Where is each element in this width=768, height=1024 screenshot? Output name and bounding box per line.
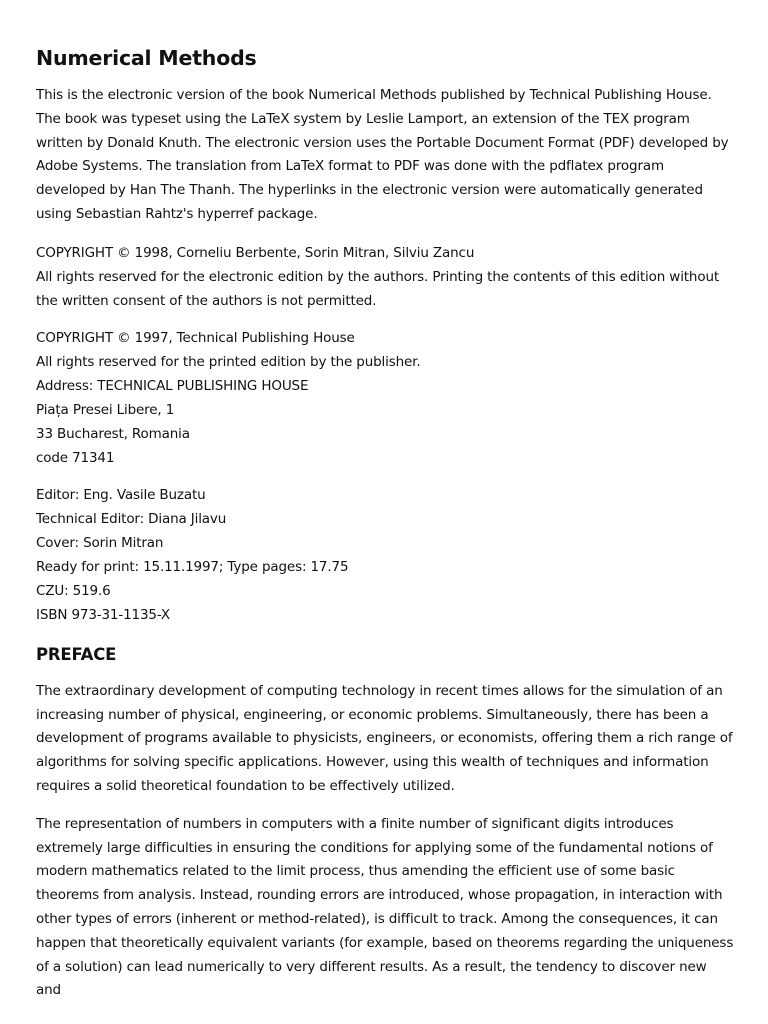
copyright-print-line: COPYRIGHT © 1997, Technical Publishing House [36, 329, 355, 346]
copyright-print-block [36, 326, 734, 470]
publisher-code-line: code 71341 [36, 449, 115, 466]
preface-heading: PREFACE [36, 644, 117, 664]
czu-line: CZU: 519.6 [36, 582, 111, 599]
technical-editor-line: Technical Editor: Diana Jilavu [36, 510, 227, 527]
editor-line: Editor: Eng. Vasile Buzatu [36, 486, 206, 503]
intro-paragraph: This is the electronic version of the book Numerical Methods published by Technical Publishing House. The book was typeset using the LaTeX system by Leslie Lamport, an extension of the TEX program written by Donald Knuth. The electronic version uses the Portable Document Format (PDF) developed by Adobe Systems. The translation from LaTeX format to PDF was done with the pdflatex program developed by Han The Thanh. The hyperlinks in the electronic version were automatically generated using Sebastian Rahtz's hyperref package. [36, 87, 729, 222]
preface-paragraph-1: The extraordinary development of computing technology in recent times allows for the simulation of an increasing number of physical, engineering, or economic problems. Simultaneously, there has been a development of programs available to physicists, engineers, or economists, offering them a rich range of algorithms for solving specific applications. However, using this wealth of techniques and information requires a solid theoretical foundation to be effectively utilized. [36, 682, 733, 794]
publisher-street-line: Piața Presei Libere, 1 [36, 401, 175, 418]
print-rights-text: All rights reserved for the printed edition by the publisher. [36, 353, 421, 370]
preface-paragraph-2: The representation of numbers in computers with a finite number of significant digits introduces extremely large difficulties in ensuring the conditions for applying some of the fundamental notions of modern mathematics related to the limit process, thus amending the efficient use of some basic theorems from analysis. Instead, rounding errors are introduced, whose propagation, in interaction with other types of errors (inherent or method-related), is difficult to track. Among the consequences, it can happen that theoretically equivalent variants (for example, based on theorems regarding the uniqueness of a solution) can lead numerically to very different results. As a result, the tendency to discover new and [36, 815, 734, 999]
copyright-electronic-line: COPYRIGHT © 1998, Corneliu Berbente, Sorin Mitran, Silviu Zancu [36, 244, 475, 261]
publisher-address-line: Address: TECHNICAL PUBLISHING HOUSE [36, 377, 309, 394]
copyright-electronic-block [36, 241, 734, 313]
isbn-line: ISBN 973-31-1135-X [36, 606, 170, 623]
credits-block [36, 483, 734, 627]
print-info-line: Ready for print: 15.11.1997; Type pages: 17.75 [36, 558, 349, 575]
cover-line: Cover: Sorin Mitran [36, 534, 164, 551]
page-title: Numerical Methods [36, 46, 257, 70]
electronic-rights-text: All rights reserved for the electronic edition by the authors. Printing the contents of this edition without the written consent of the authors is not permitted. [36, 268, 719, 309]
publisher-city-line: 33 Bucharest, Romania [36, 425, 190, 442]
